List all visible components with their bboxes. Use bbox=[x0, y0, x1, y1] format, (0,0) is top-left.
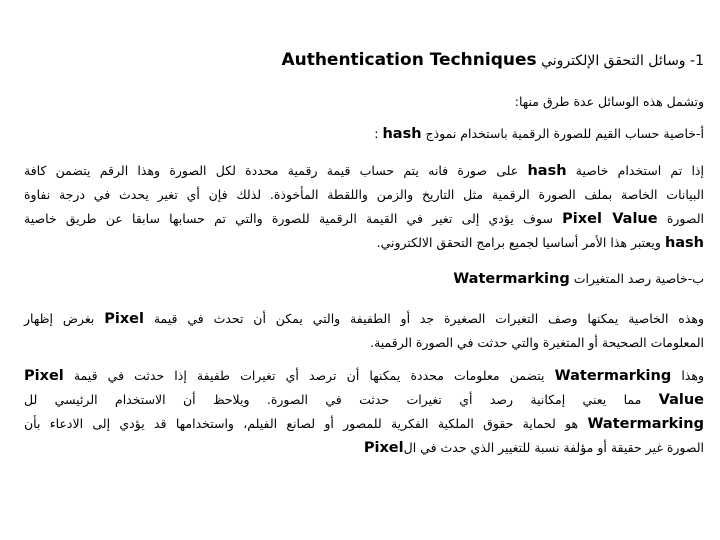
section-b-p2-line-1-term: Watermarking bbox=[554, 368, 672, 384]
section-b-p2-line-1-part-b: يتضمن معلومات محددة يمكنها أن ترصد أي تغيرات طفيفة إذا حدثت في قيمة bbox=[73, 368, 545, 383]
intro-line: وتشمل هذه الوسائل عدة طرق منها: bbox=[514, 94, 704, 109]
section-a-line-1 bbox=[24, 162, 704, 180]
section-a-line-4 bbox=[24, 234, 704, 252]
section-a-line-1-part-a: إذا تم استخدام خاصية bbox=[575, 163, 704, 178]
section-b-p2-line-4-part-a: الصورة غير حقيقة أو مؤلفة نسبة للتغيير الذي حدث في ال bbox=[403, 440, 704, 455]
section-b-p2-line-2-term: Value bbox=[658, 392, 704, 408]
section-a-heading-colon: : bbox=[374, 126, 379, 141]
section-b-p2-line-2-part-b: مما يعني إمكانية رصد أي تغيرات حدثت في الصورة. ويلاحظ أن الاستخدام الرئيسي لل bbox=[24, 392, 642, 407]
section-a-heading-text: أ-خاصية حساب القيم للصورة الرقمية باستخدام نموذج bbox=[425, 126, 704, 141]
section-a-line-3 bbox=[24, 210, 704, 228]
section-a-line-1-term: hash bbox=[527, 163, 567, 179]
section-b-heading bbox=[24, 270, 704, 288]
document-page bbox=[24, 0, 704, 540]
section-b-heading-text: ب-خاصية رصد المتغيرات bbox=[573, 271, 704, 286]
section-b-p1-line-1 bbox=[24, 310, 704, 328]
section-b-p2-line-1-term-2: Pixel bbox=[24, 368, 64, 384]
section-a-line-2: البيانات الخاصة بملف الصورة الرقمية مثل التاريخ والزمن واللقطة المأخوذة. لذلك فإن أي تغير يحدث في درجة نفاوة bbox=[24, 187, 704, 202]
section-b-p2-line-3-term: Watermarking bbox=[587, 416, 704, 432]
section-a-line-3-part-b: سوف يؤدي إلى تغير في القيمة الرقمية للصورة والتي تم حسابها سابقا عن طريق خاصية bbox=[24, 211, 553, 226]
section-b-p2-line-3 bbox=[24, 415, 704, 433]
section-b-p1-line-1-part-a: وهذه الخاصية يمكنها وصف التغيرات الصغيرة جد أو الطفيفة والتي يمكن أن تحدث في قيمة bbox=[153, 311, 705, 326]
section-a-line-3-part-a: الصورة bbox=[666, 211, 704, 226]
section-b-p2-line-4 bbox=[24, 439, 704, 457]
section-b-p2-line-3-part-b: هو لحماية حقوق الملكية الفكرية للمصور أو لصانع الفيلم، واستخدامها قد يؤدي إلى الادعاء بأن bbox=[24, 416, 579, 431]
section-b-p1-line-1-part-b: بغرض إظهار bbox=[24, 311, 95, 326]
title-number: 1- bbox=[690, 53, 704, 69]
section-a-heading-term: hash bbox=[382, 126, 422, 142]
document-title bbox=[24, 52, 704, 70]
section-b-heading-term: Watermarking bbox=[453, 271, 570, 287]
section-a-line-4-term: hash bbox=[664, 235, 704, 251]
section-b-p2-line-4-term: Pixel bbox=[363, 440, 404, 456]
section-b-p2-line-1 bbox=[24, 367, 704, 385]
section-a-line-3-term: Pixel Value bbox=[562, 211, 658, 227]
section-b-p1-line-1-term: Pixel bbox=[104, 311, 144, 327]
section-b-p2-line-2 bbox=[24, 391, 704, 409]
section-b-p1-line-2: المعلومات الصحيحة أو المتغيرة والتي حدثت في الصورة الرقمية. bbox=[370, 335, 704, 350]
section-a-heading bbox=[24, 125, 704, 143]
title-english: Authentication Techniques bbox=[281, 50, 537, 70]
section-a-line-1-part-b: على صورة فانه يتم حساب قيمة رقمية محددة لكل الصورة وهذا الرقم يتضمن كافة bbox=[24, 163, 519, 178]
section-b-p2-line-1-part-a: وهذا bbox=[681, 368, 704, 383]
title-arabic: وسائل التحقق الإلكتروني bbox=[541, 53, 686, 69]
section-a-line-4-part-b: ويعتبر هذا الأمر أساسيا لجميع برامج التحقق الالكتروني. bbox=[376, 235, 661, 250]
